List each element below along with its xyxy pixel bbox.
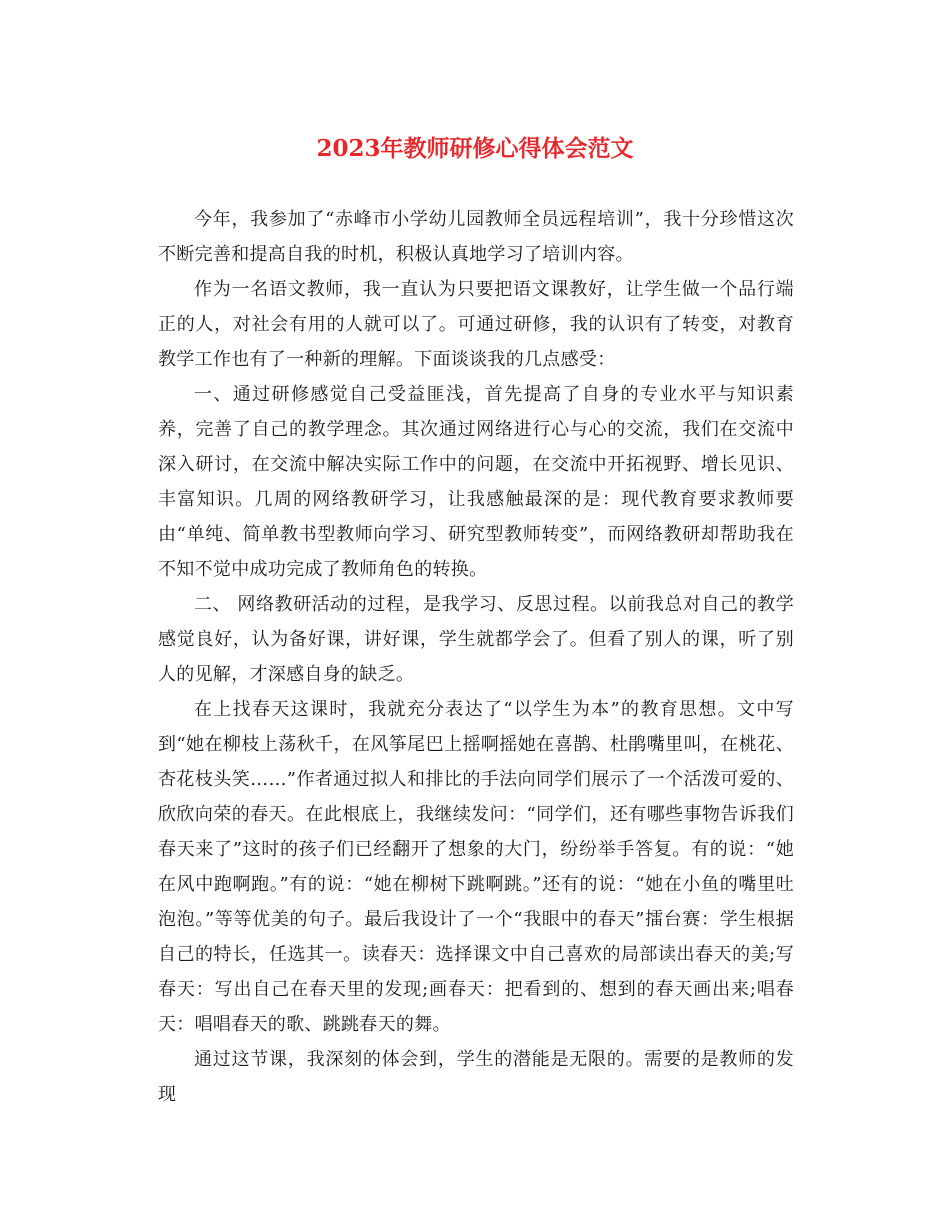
paragraph-spring-lesson: 在上找春天这课时，我就充分表达了“以学生为本”的教育思想。文中写到“她在柳枝上荡秋千，在风筝尾巴上摇啊摇她在喜鹊、杜鹃嘴里叫，在桃花、杏花枝头笑……”作者通过拟人和排比的手法向同学们展示了一个活泼可爱的、欣欣向荣的春天。在此根底上，我继续发问：“同学们，还有哪些事物告诉我们春天来了”这时的孩子们已经翻开了想象的大门，纷纷举手答复。有的说：“她在风中跑啊跑。”有的说：“她在柳树下跳啊跳。”还有的说：“她在小鱼的嘴里吐泡泡。”等等优美的句子。最后我设计了一个“我眼中的春天”擂台赛：学生根据自己的特长，任选其一。读春天：选择课文中自己喜欢的局部读出春天的美;写春天：写出自己在春天里的发现;画春天：把看到的、想到的春天画出来;唱春天：唱唱春天的歌、跳跳春天的舞。 — [158, 699, 794, 1035]
paragraph-intro: 今年，我参加了“赤峰市小学幼儿园教师全员远程培训”，我十分珍惜这次不断完善和提高自我的时机，积极认真地学习了培训内容。 — [158, 209, 794, 265]
paragraph-point-one: 一、通过研修感觉自己受益匪浅，首先提高了自身的专业水平与知识素养，完善了自己的教学理念。其次通过网络进行心与心的交流，我们在交流中深入研讨，在交流中解决实际工作中的问题，在交流中开拓视野、增长见识、丰富知识。几周的网络教研学习，让我感触最深的是：现代教育要求教师要由“单纯、简单教书型教师向学习、研究型教师转变”，而网络教研却帮助我在不知不觉中成功完成了教师角色的转换。 — [158, 384, 794, 580]
paragraph-reflection: 通过这节课，我深刻的体会到，学生的潜能是无限的。需要的是教师的发现 — [158, 1049, 794, 1105]
document-title: 2023年教师研修心得体会范文 — [316, 135, 634, 162]
document-body — [158, 202, 794, 1112]
paragraph-role: 作为一名语文教师，我一直认为只要把语文课教好，让学生做一个品行端正的人，对社会有用的人就可以了。可通过研修，我的认识有了转变，对教育教学工作也有了一种新的理解。下面谈谈我的几点感受： — [158, 279, 794, 370]
paragraph-point-two: 二、 网络教研活动的过程，是我学习、反思过程。以前我总对自己的教学感觉良好，认为备好课，讲好课，学生就都学会了。但看了别人的课，听了别人的见解，才深感自身的缺乏。 — [158, 594, 794, 685]
